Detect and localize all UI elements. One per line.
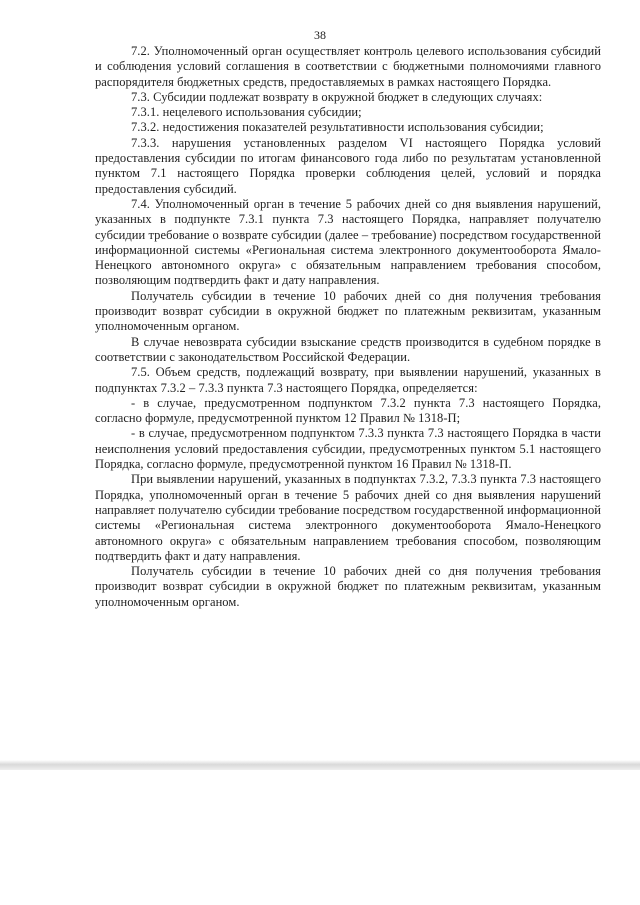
paragraph-case-7-3-3: - в случае, предусмотренном подпунктом 7.3.3 пункта 7.3 настоящего Порядка в части неисполнения условий предоставления субсидии, предусмотренных пунктом 5.1 настоящего Порядка, согласно формуле, предусмотренной пунктом 16 Правил № 1318-П. [95,426,601,472]
blank-margin [0,770,640,905]
document-body [95,44,601,610]
paragraph-recipient-return: Получатель субсидии в течение 10 рабочих дней со дня получения требования производит возврат субсидии в окружной бюджет по платежным реквизитам, указанным уполномоченным органом. [95,288,601,334]
paragraph-7-3-2: 7.3.2. недостижения показателей результативности использования субсидии; [131,120,544,135]
paragraph-7-5: 7.5. Объем средств, подлежащий возврату, при выявлении нарушений, указанных в подпунктах 7.3.2 – 7.3.3 пункта 7.3 настоящего Порядка, определяется: [95,365,601,395]
scan-bottom-edge [0,760,640,770]
paragraph-7-3: 7.3. Субсидии подлежат возврату в окружной бюджет в следующих случаях: [131,89,543,104]
paragraph-non-return: В случае невозврата субсидии взыскание средств производится в судебном порядке в соответствии с законодательством Российской Федерации. [95,334,601,364]
paragraph-7-4: 7.4. Уполномоченный орган в течение 5 рабочих дней со дня выявления нарушений, указанных в подпункте 7.3.1 пункта 7.3 настоящего Порядка, направляет получателю субсидии требование о возврате субсидии (далее – требование) посредством государственной информационной системы «Региональная система электронного документооборота Ямало-Ненецкого автономного округа» с обязательным направлением требования способом, позволяющим подтвердить факт и дату направления. [95,196,601,288]
paragraph-violations-notice: При выявлении нарушений, указанных в подпунктах 7.3.2, 7.3.3 пункта 7.3 настоящего Порядка, уполномоченный орган в течение 5 рабочих дней со дня выявления нарушений направляет получателю субсидии требование посредством государственной информационной системы «Региональная система электронного документооборота Ямало-Ненецкого автономного округа» с обязательным направлением требования способом, позволяющим подтвердить факт и дату направления. [95,472,601,563]
paragraph-7-3-3: 7.3.3. нарушения установленных разделом VI настоящего Порядка условий предоставления субсидии по итогам финансового года либо по результатам установленной пунктом 7.1 настоящего Порядка проверки соблюдения целей, условий и порядка предоставления субсидий. [95,135,601,196]
paragraph-case-7-3-2: - в случае, предусмотренном подпунктом 7.3.2 пункта 7.3 настоящего Порядка, согласно формуле, предусмотренной пунктом 12 Правил № 1318-П; [95,395,601,426]
paragraph-7-2: 7.2. Уполномоченный орган осуществляет контроль целевого использования субсидий и соблюдения условий соглашения в соответствии с бюджетными полномочиями главного распорядителя бюджетных средств, предоставляемых в рамках настоящего Порядка. [95,44,601,89]
page-number: 38 [314,28,326,42]
paragraph-recipient-return-2: Получатель субсидии в течение 10 рабочих дней со дня получения требования производит возврат субсидии в окружной бюджет по платежным реквизитам, указанным уполномоченным органом. [95,564,601,609]
paragraph-7-3-1: 7.3.1. нецелевого использования субсидии; [131,105,362,120]
